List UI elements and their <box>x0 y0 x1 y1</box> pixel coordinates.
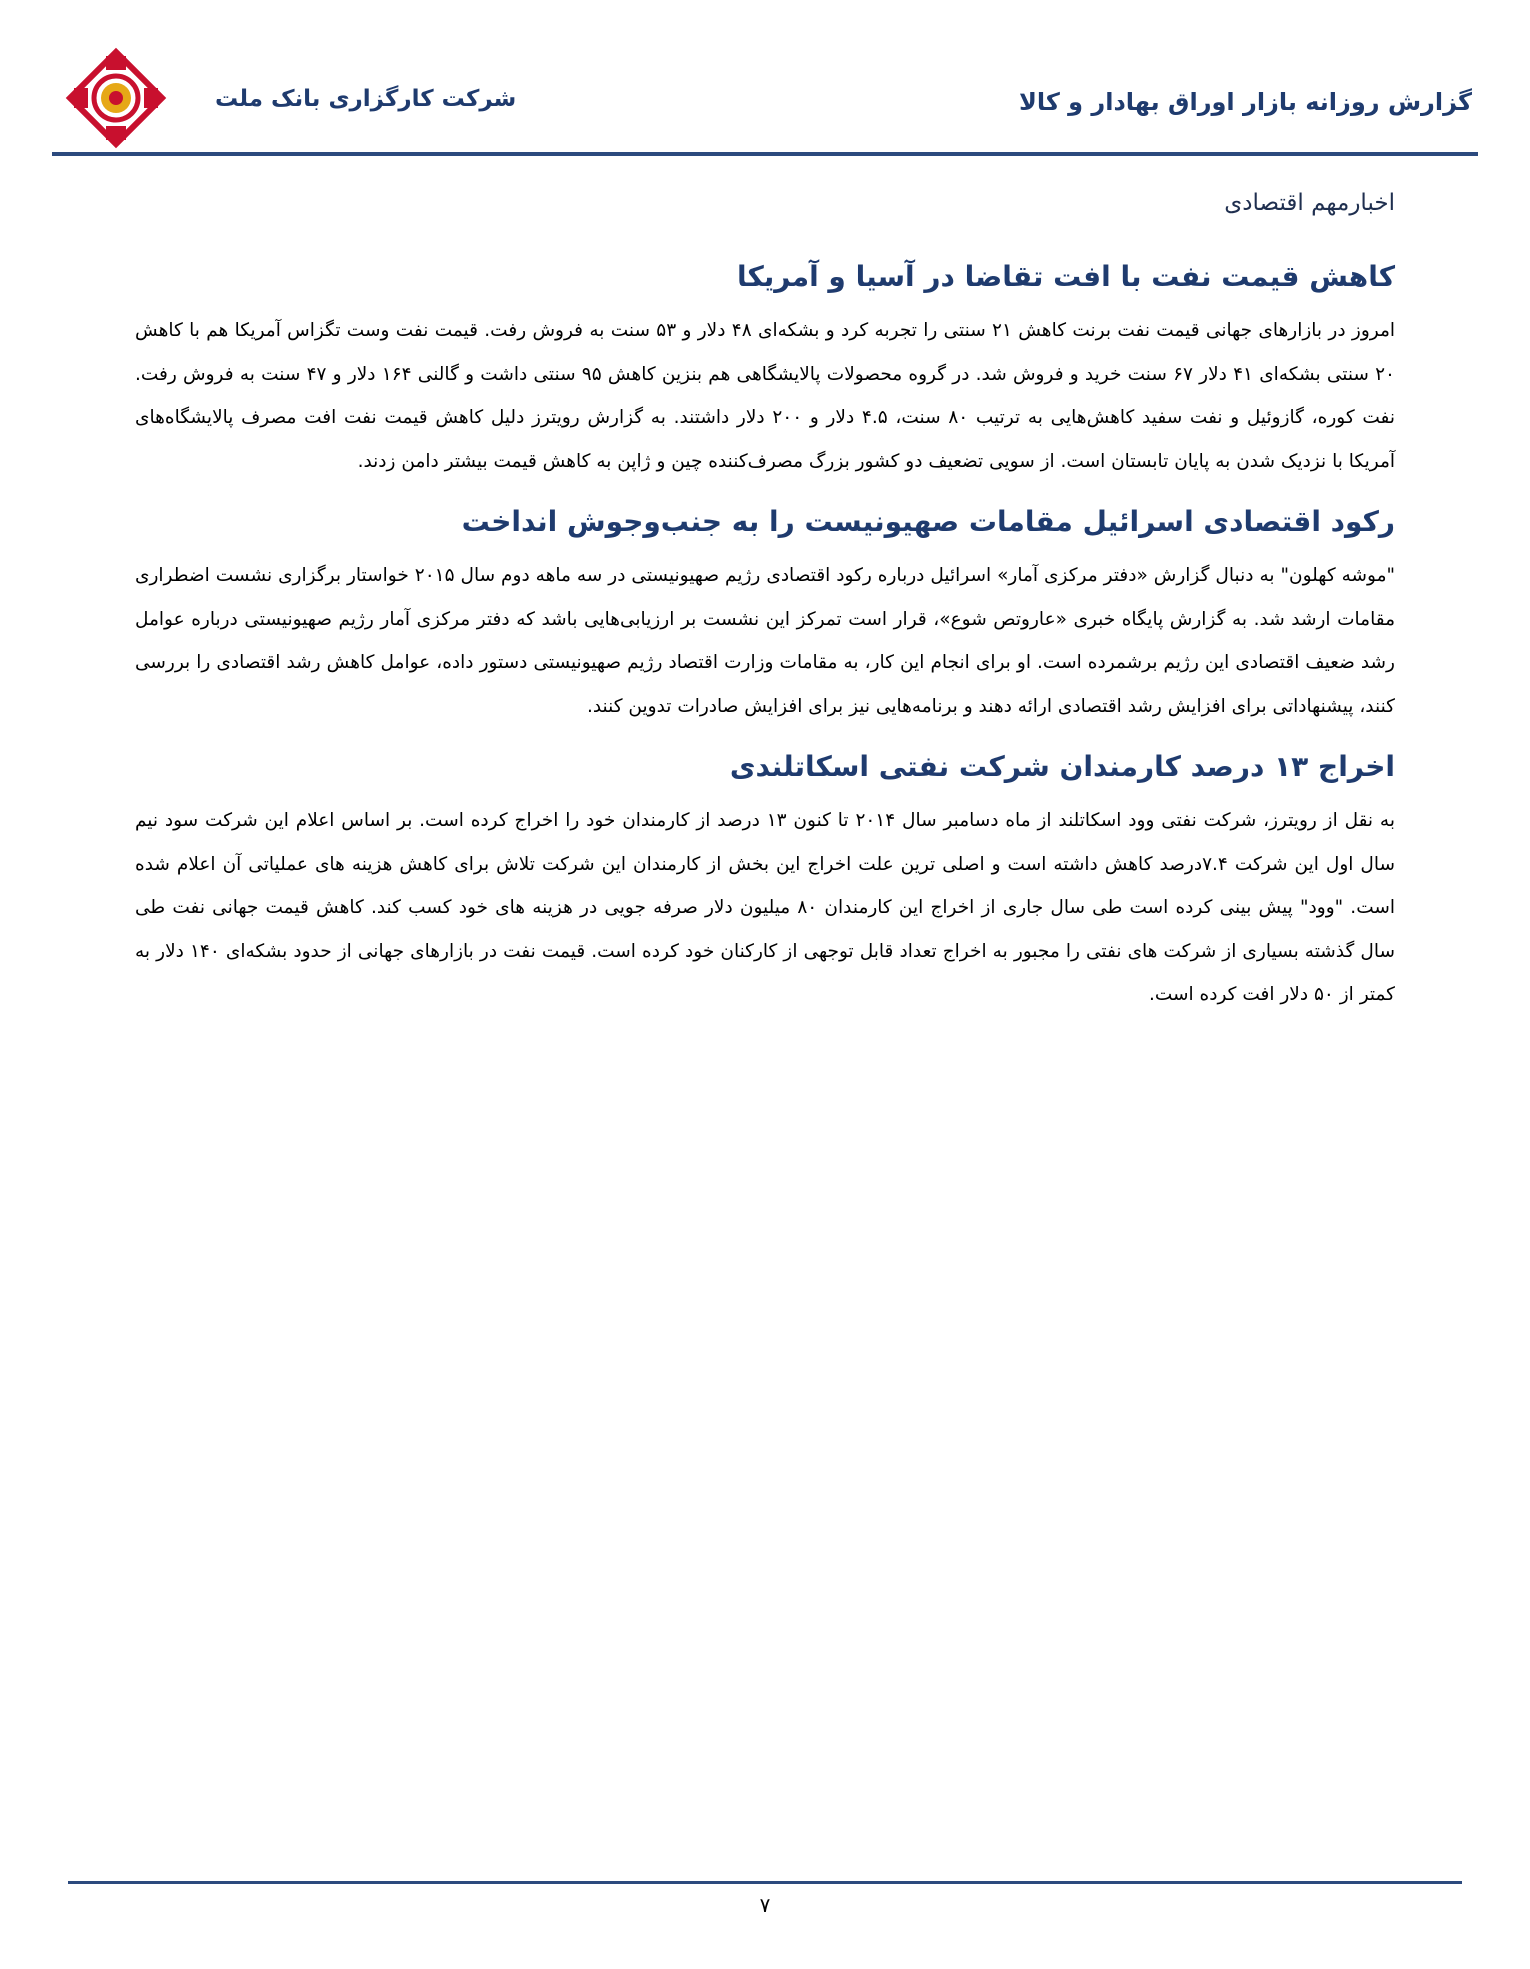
article-oil-price <box>135 260 1395 483</box>
page-header <box>52 40 1478 148</box>
section-label: اخبارمهم اقتصادی <box>1224 190 1395 216</box>
article-title: اخراج ۱۳ درصد کارمندان شرکت نفتی اسکاتلندی <box>729 750 1395 783</box>
article-israel-recession <box>135 505 1395 728</box>
header-divider <box>52 152 1478 156</box>
main-content <box>135 180 1395 1039</box>
company-name: شرکت کارگزاری بانک ملت <box>215 86 517 112</box>
page-number: ۷ <box>759 1893 771 1917</box>
article-title: رکود اقتصادی اسرائیل مقامات صهیونیست را به جنب‌وجوش انداخت <box>461 505 1395 538</box>
bank-mellat-logo-icon <box>64 46 168 150</box>
report-title: گزارش روزانه بازار اوراق بهادار و کالا <box>1018 88 1472 116</box>
article-body: امروز در بازارهای جهانی قیمت نفت برنت کاهش ۲۱ سنتی را تجربه کرد و بشکه‌ای ۴۸ دلار و ۵۳ سنت به فروش رفت. قیمت نفت وست تگزاس آمریکا هم با کاهش ۲۰ سنتی بشکه‌ای ۴۱ دلار ۶۷ سنت خرید و فروش شد. در گروه محصولات پالایشگاهی هم بنزین کاهش ۹۵ سنتی داشت و گالنی ۱۶۴ دلار و ۴۷ سنت به فروش رفت. نفت کوره، گازوئیل و نفت سفید کاهش‌هایی به ترتیب ۸۰ سنت، ۴.۵ دلار و ۲۰۰ دلار داشتند. به گزارش رویترز دلیل کاهش قیمت نفت افت مصرف پالایشگاه‌های آمریکا با نزدیک شدن به پایان تابستان است. از سویی تضعیف دو کشور بزرگ مصرف‌کننده چین و ژاپن به کاهش قیمت بیشتر دامن زدند. <box>135 320 1396 472</box>
footer-divider <box>68 1881 1462 1884</box>
article-body: به نقل از رویترز، شرکت نفتی وود اسکاتلند از ماه دسامبر سال ۲۰۱۴ تا کنون ۱۳ درصد از کارمندان خود را اخراج کرده است. بر اساس اعلام این شرکت سود نیم سال اول این شرکت ۷.۴درصد کاهش داشته است و اصلی ترین علت اخراج این بخش از کارمندان این شرکت تلاش برای کاهش هزینه های عملیاتی آن اعلام شده است. "وود" پیش بینی کرده است طی سال جاری از اخراج این کارمندان ۸۰ میلیون دلار صرفه جویی در هزینه های خود کسب کند. کاهش قیمت جهانی نفت طی سال گذشته بسیاری از شرکت های نفتی را مجبور به اخراج تعداد قابل توجهی از کارکنان خود کرده است. قیمت نفت در بازارهای جهانی از حدود بشکه‌ای ۱۴۰ دلار به کمتر از ۵۰ دلار افت کرده است. <box>135 810 1396 1005</box>
article-scottish-layoffs <box>135 750 1395 1017</box>
article-title: کاهش قیمت نفت با افت تقاضا در آسیا و آمریکا <box>737 260 1395 293</box>
article-body: "موشه کهلون" به دنبال گزارش «دفتر مرکزی آمار» اسرائیل درباره رکود اقتصادی رژیم صهیونیستی در سه ماهه دوم سال ۲۰۱۵ خواستار برگزاری نشست اضطراری مقامات ارشد شد. به گزارش پایگاه خبری «عاروتص شوع»، قرار است تمرکز این نشست بر ارزیابی‌هایی باشد که دفتر مرکزی آمار رژیم صهیونیستی درباره عوامل رشد ضعیف اقتصادی این رژیم برشمرده است. او برای انجام این کار، به مقامات وزارت اقتصاد رژیم صهیونیستی دستور داده، عوامل کاهش رشد اقتصادی را بررسی کنند، پیشنهاداتی برای افزایش رشد اقتصادی ارائه دهند و برنامه‌هایی نیز برای افزایش صادرات تدوین کنند. <box>135 565 1396 717</box>
